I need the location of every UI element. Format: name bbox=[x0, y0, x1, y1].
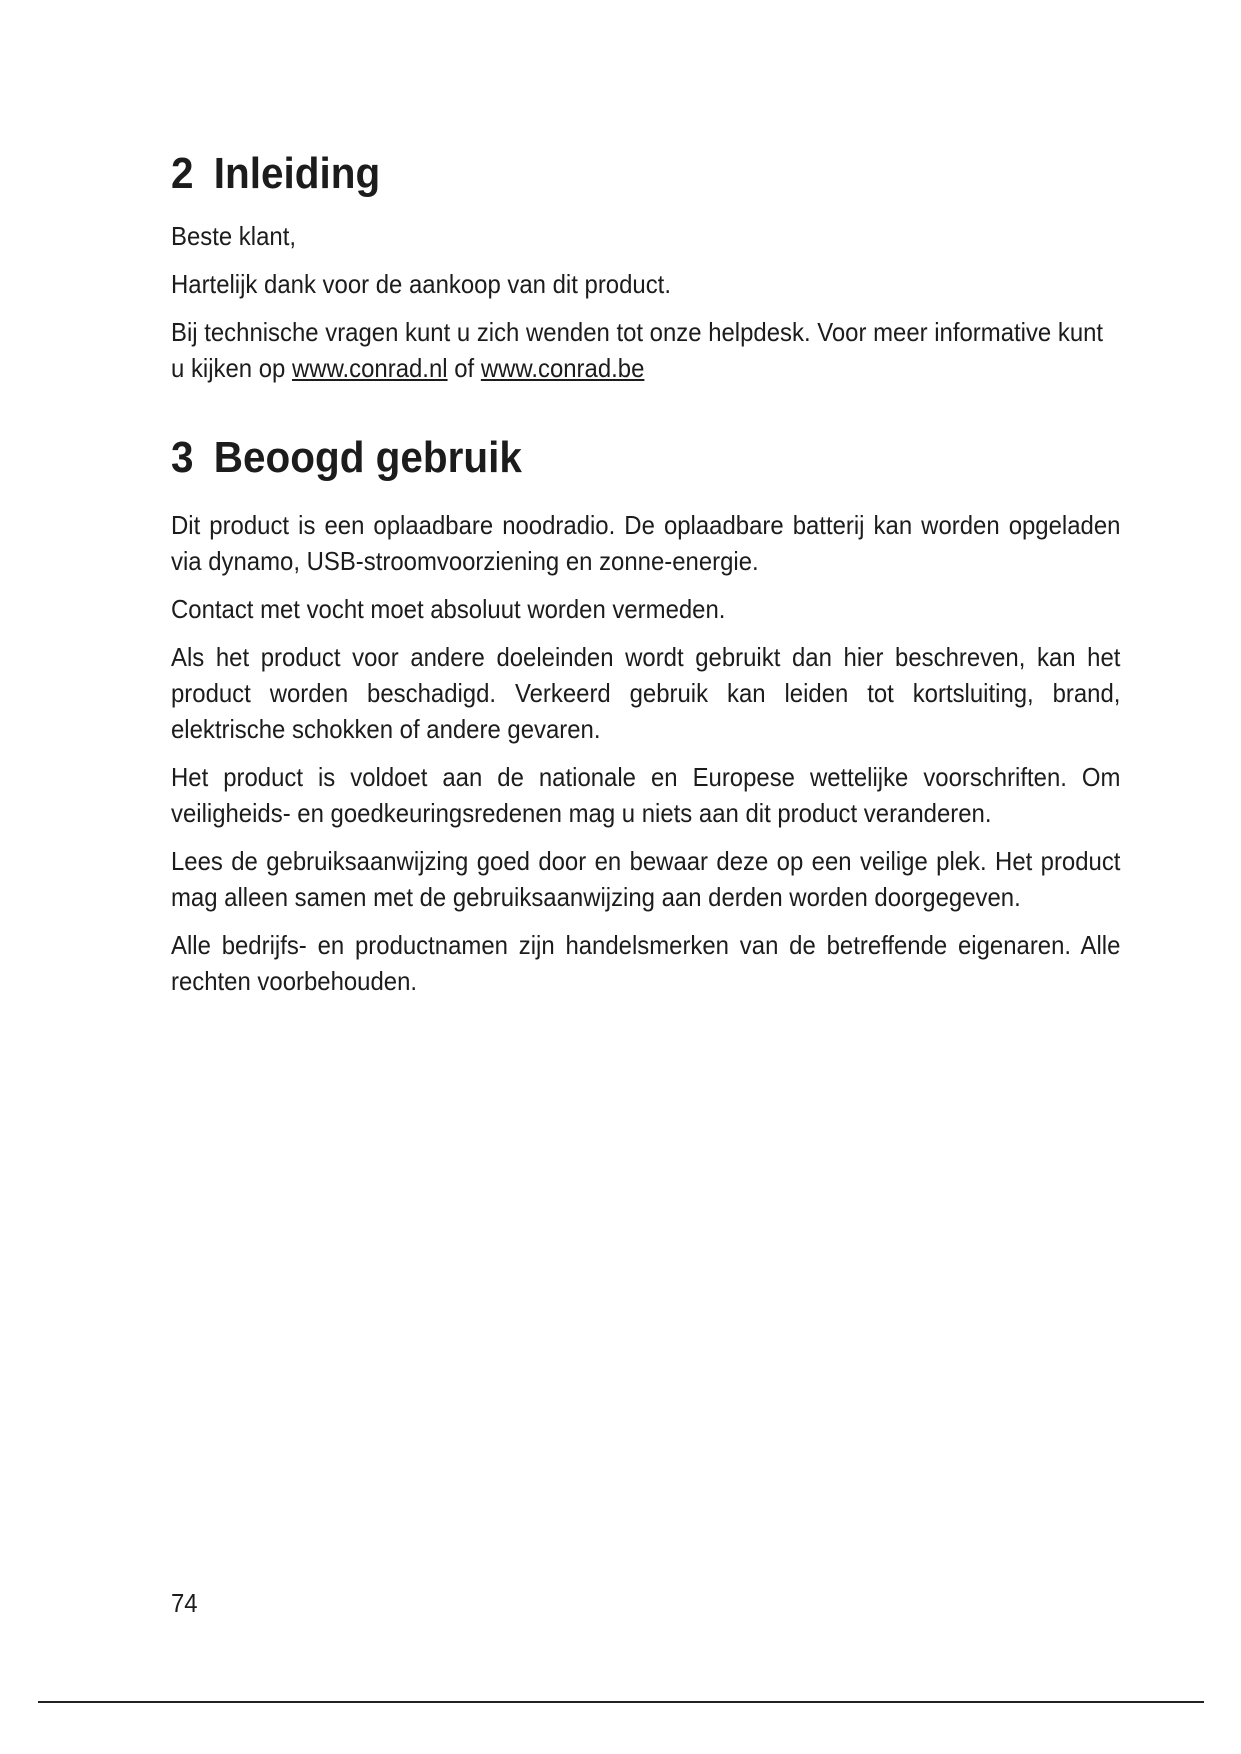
section-title: Beoogd gebruik bbox=[213, 433, 522, 483]
misuse-warning-paragraph: Als het product voor andere doeleinden wordt gebruikt dan hier beschreven, kan het product worden beschadigd. Verkeerd gebruik kan leiden tot kortsluiting, brand, elektrische schokken of andere gevaren. bbox=[171, 641, 1121, 744]
section-title: Inleiding bbox=[213, 149, 381, 198]
greeting-paragraph: Beste klant, bbox=[171, 221, 296, 252]
conrad-nl-link[interactable]: www.conrad.nl bbox=[292, 353, 448, 384]
manual-paragraph: Lees de gebruiksaanwijzing goed door en bewaar deze op een veilige plek. Het product mag alleen samen met de gebruiksaanwijzing aan derden worden doorgegeven. bbox=[171, 845, 1121, 912]
section-number: 3 bbox=[171, 433, 194, 483]
page-number: 74 bbox=[171, 1588, 198, 1618]
section-heading-inleiding bbox=[171, 150, 1045, 198]
page-content bbox=[171, 150, 1121, 999]
product-description-paragraph: Dit product is een oplaadbare noodradio. De oplaadbare batterij kan worden opgeladen via dynamo, USB-stroomvoorziening en zonne-energie. bbox=[171, 509, 1121, 576]
thanks-paragraph: Hartelijk dank voor de aankoop van dit product. bbox=[171, 269, 671, 300]
helpdesk-paragraph bbox=[171, 314, 1120, 386]
trademarks-paragraph: Alle bedrijfs- en productnamen zijn handelsmerken van de betreffende eigenaren. Alle rechten voorbehouden. bbox=[171, 929, 1121, 996]
footer-divider bbox=[38, 1701, 1204, 1703]
conrad-be-link[interactable]: www.conrad.be bbox=[480, 353, 645, 384]
helpdesk-text: Bij technische vragen kunt u zich wenden tot onze helpdesk. Voor meer informative kunt u kijken op bbox=[171, 317, 1104, 384]
link-separator: of bbox=[454, 353, 475, 384]
moisture-warning-paragraph: Contact met vocht moet absoluut worden vermeden. bbox=[171, 593, 726, 624]
section-heading-beoogd-gebruik bbox=[171, 434, 1045, 482]
compliance-paragraph: Het product is voldoet aan de nationale en Europese wettelijke voorschriften. Om veiligheids- en goedkeuringsredenen mag u niets aan dit product veranderen. bbox=[171, 761, 1121, 828]
section-number: 2 bbox=[171, 149, 194, 198]
